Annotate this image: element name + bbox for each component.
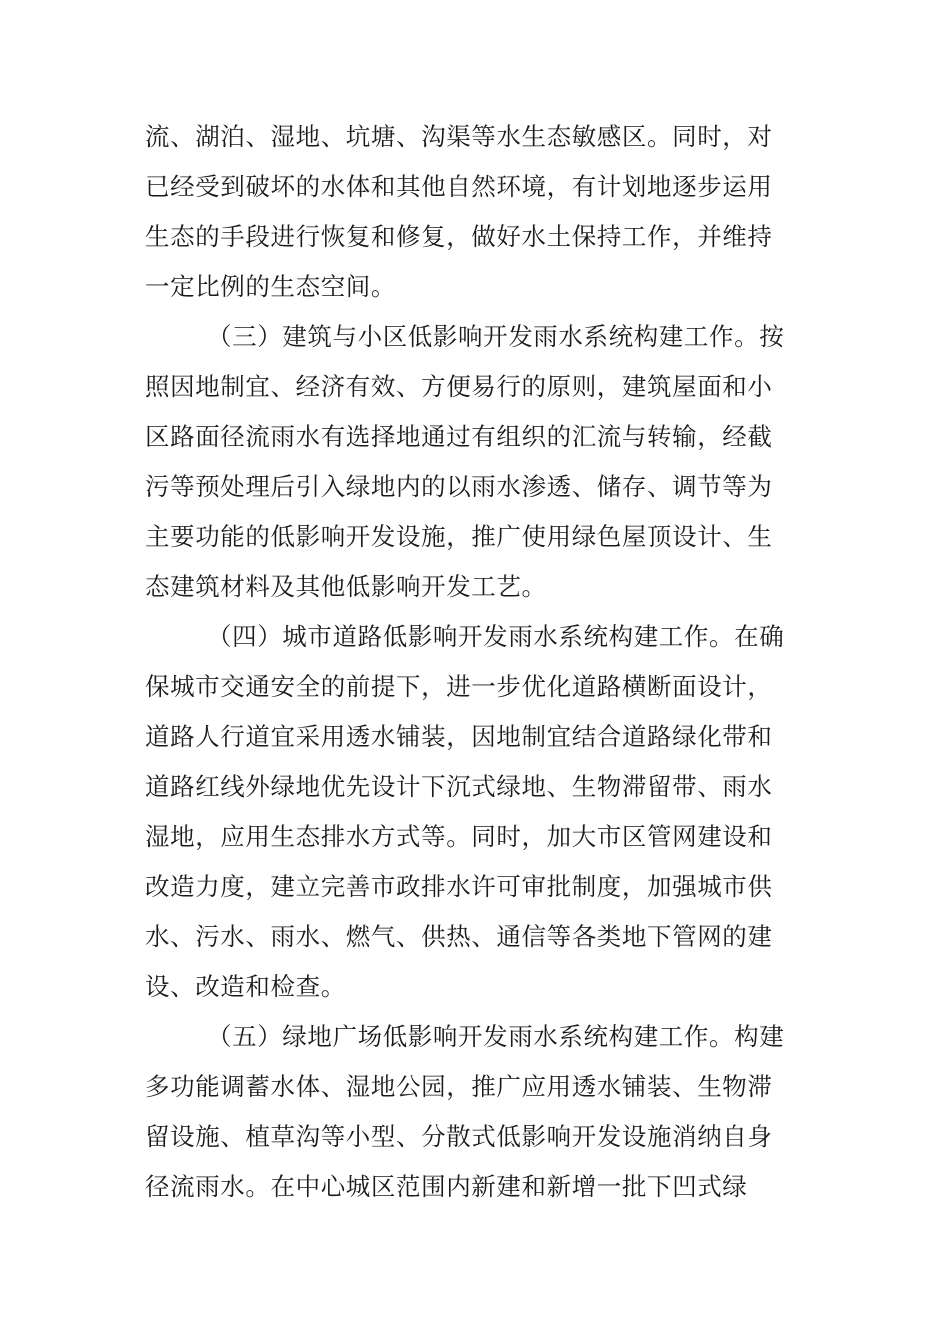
text-line: 区路面径流雨水有选择地通过有组织的汇流与转输，经截 <box>145 422 773 451</box>
text-line: 照因地制宜、经济有效、方便易行的原则，建筑屋面和小 <box>145 372 773 401</box>
body-text <box>145 112 805 1212</box>
section-heading-line: （四）城市道路低影响开发雨水系统构建工作。在确 <box>207 622 785 651</box>
text-line: 一定比例的生态空间。 <box>145 272 396 301</box>
text-line: 湿地，应用生态排水方式等。同时，加大市区管网建设和 <box>145 822 773 851</box>
text-line: 道路人行道宜采用透水铺装，因地制宜结合道路绿化带和 <box>145 722 773 751</box>
text-line: 保城市交通安全的前提下，进一步优化道路横断面设计， <box>145 672 773 701</box>
text-line: 道路红线外绿地优先设计下沉式绿地、生物滞留带、雨水 <box>145 772 773 801</box>
section-heading-line: （五）绿地广场低影响开发雨水系统构建工作。构建 <box>207 1022 785 1051</box>
text-line: 改造力度，建立完善市政排水许可审批制度，加强城市供 <box>145 872 773 901</box>
text-line: 多功能调蓄水体、湿地公园，推广应用透水铺装、生物滞 <box>145 1072 773 1101</box>
text-line: 生态的手段进行恢复和修复，做好水土保持工作，并维持 <box>145 222 773 251</box>
text-line: 水、污水、雨水、燃气、供热、通信等各类地下管网的建 <box>145 922 773 951</box>
text-line: 径流雨水。在中心城区范围内新建和新增一批下凹式绿 <box>145 1172 748 1201</box>
text-line: 流、湖泊、湿地、坑塘、沟渠等水生态敏感区。同时，对 <box>145 122 773 151</box>
text-line: 污等预处理后引入绿地内的以雨水渗透、储存、调节等为 <box>145 472 773 501</box>
text-line: 已经受到破坏的水体和其他自然环境，有计划地逐步运用 <box>145 172 773 201</box>
section-heading-line: （三）建筑与小区低影响开发雨水系统构建工作。按 <box>207 322 785 351</box>
text-line: 设、改造和检查。 <box>145 972 346 1001</box>
text-line: 态建筑材料及其他低影响开发工艺。 <box>145 572 547 601</box>
text-line: 主要功能的低影响开发设施，推广使用绿色屋顶设计、生 <box>145 522 773 551</box>
text-line: 留设施、植草沟等小型、分散式低影响开发设施消纳自身 <box>145 1122 773 1151</box>
